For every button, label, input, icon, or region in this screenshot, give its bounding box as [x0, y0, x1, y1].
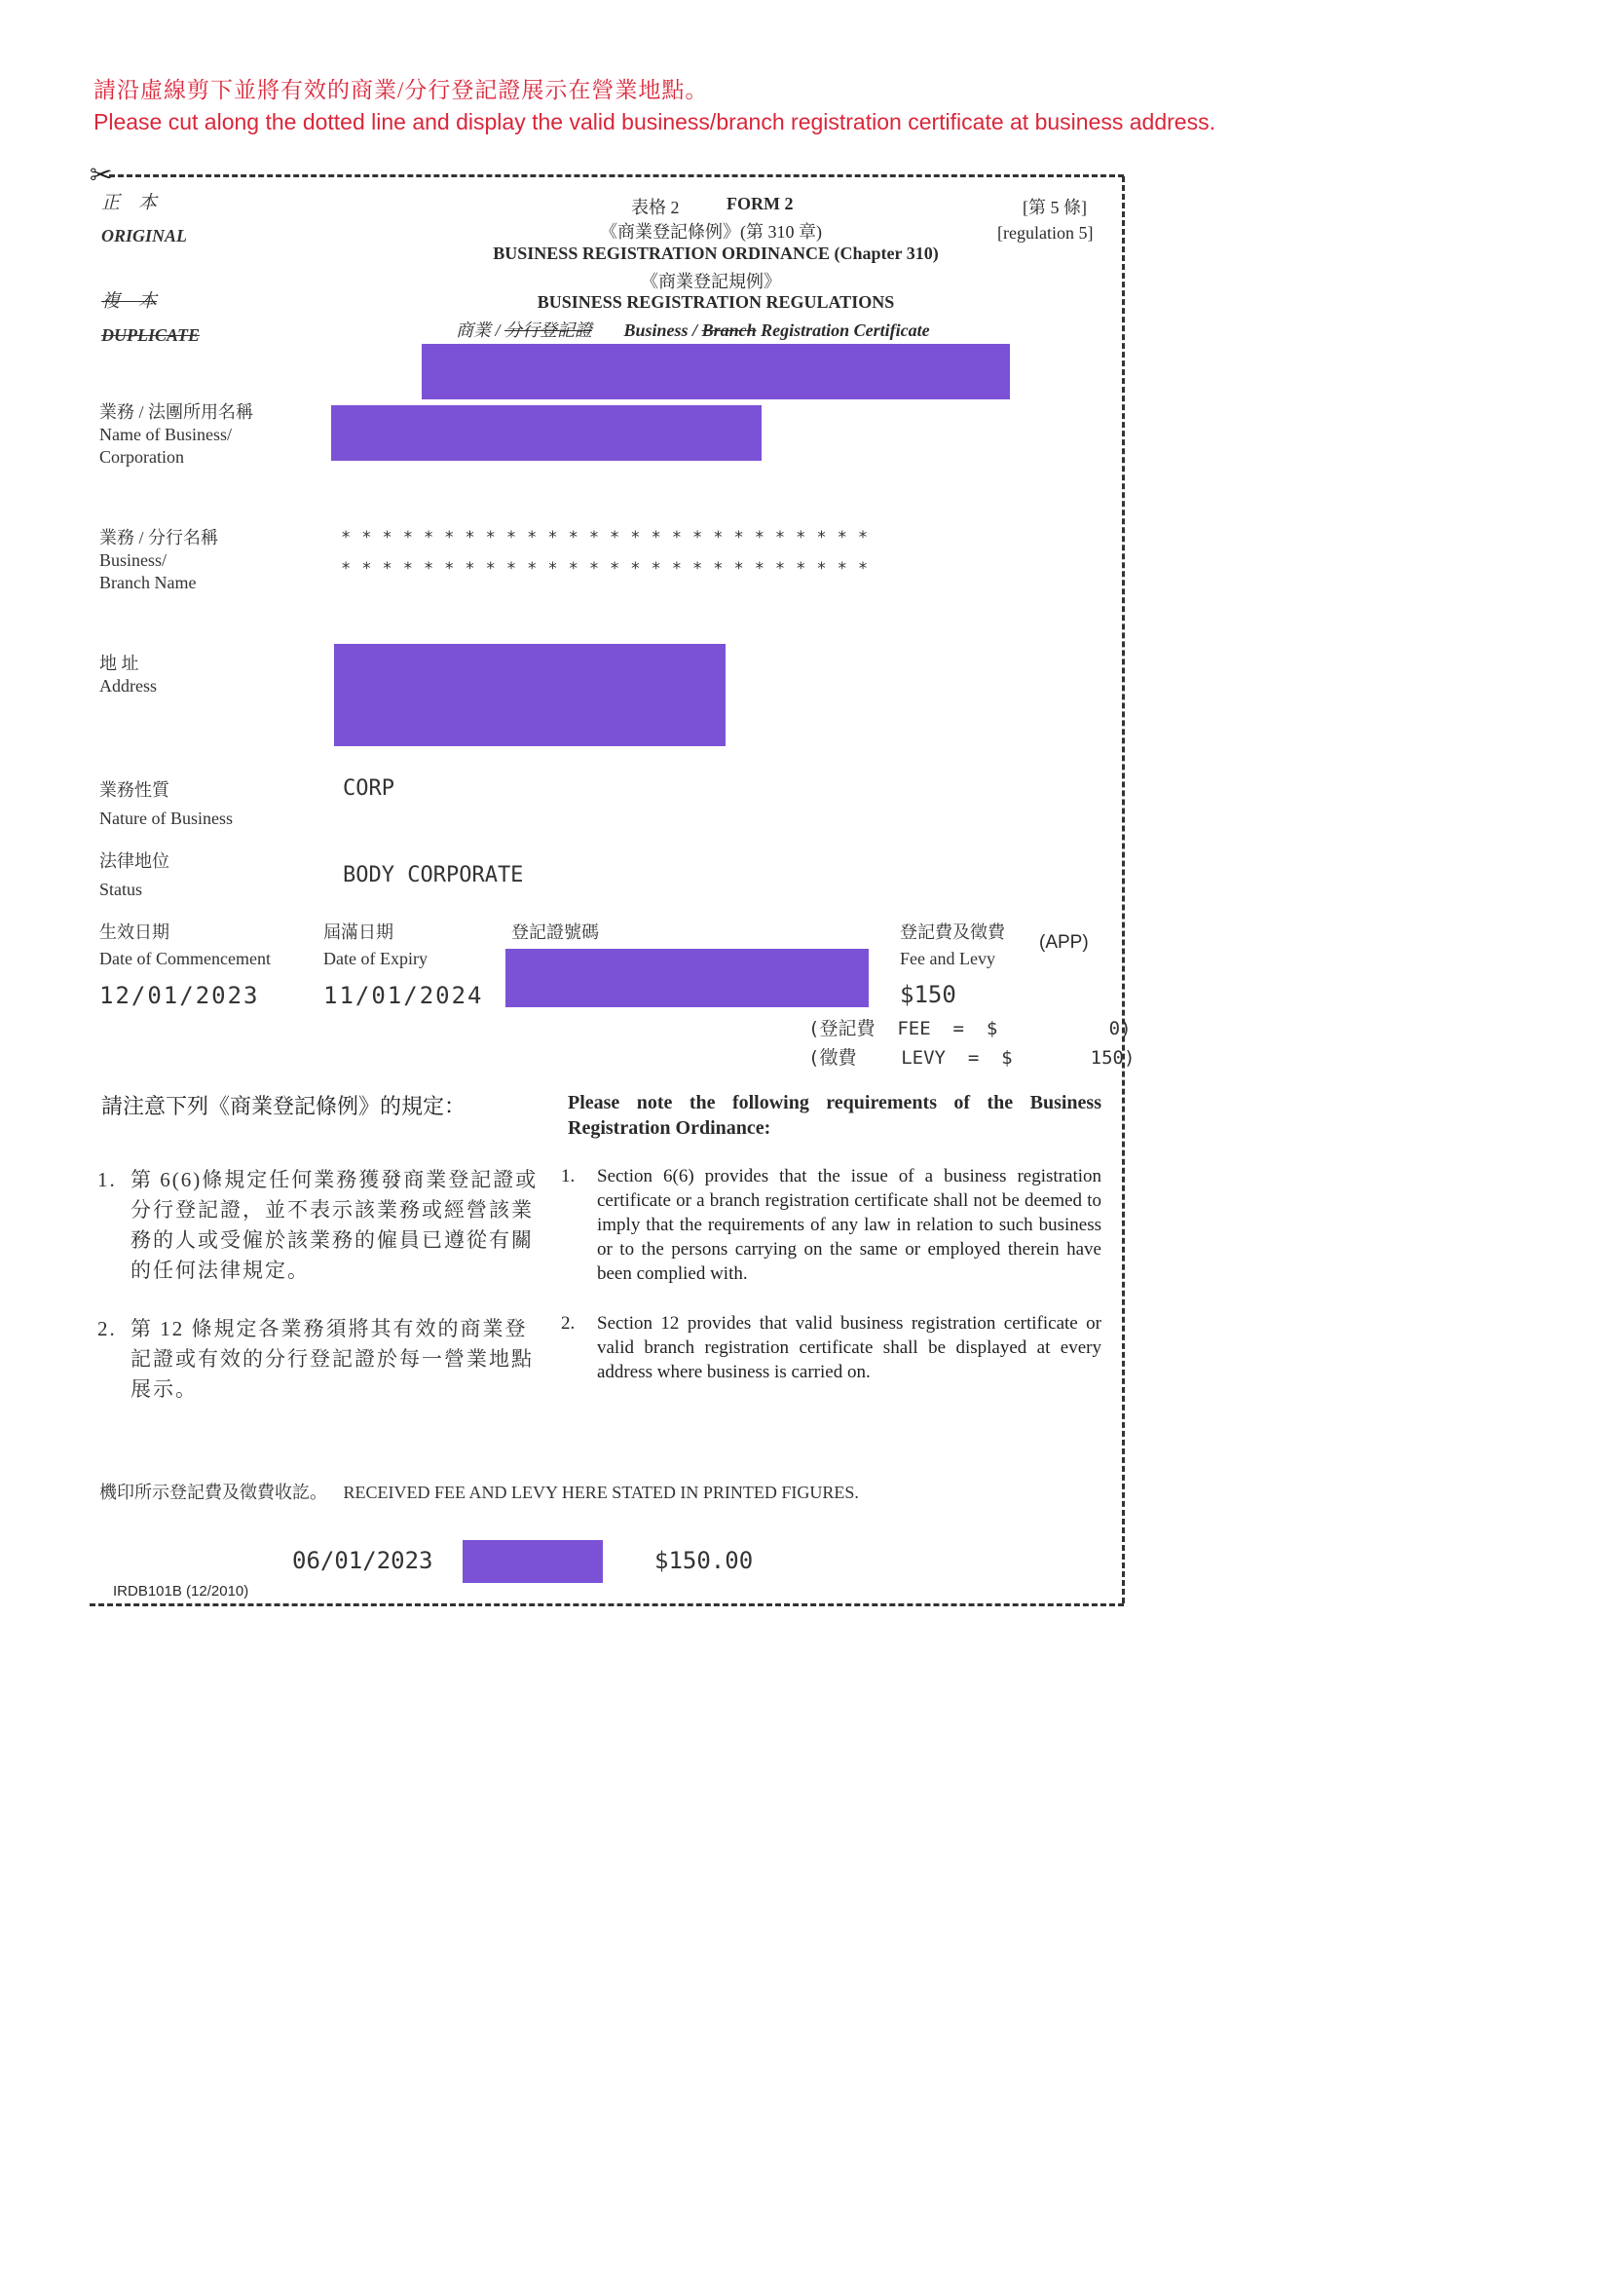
fee-label-zh: 登記費及徵費 [900, 922, 1005, 942]
receipt-statement-zh: 機印所示登記費及徵費收訖。 [99, 1483, 327, 1502]
address-label [99, 653, 157, 697]
receipt-date: 06/01/2023 [292, 1547, 433, 1574]
duplicate-label-en: DUPLICATE [101, 325, 201, 345]
nature-label [99, 779, 233, 830]
cut-line-top [109, 174, 1124, 177]
receipt-statement-en: RECEIVED FEE AND LEVY HERE STATED IN PRINTED FIGURES. [343, 1483, 859, 1502]
cut-line-bottom [90, 1603, 1124, 1606]
section-ref-en: [regulation 5] [997, 223, 1094, 243]
commencement-label-zh: 生效日期 [99, 922, 169, 942]
app-tag: (APP) [1039, 932, 1089, 953]
requirements-heading-en: Please note the following requirements of the Business Registration Ordinance: [568, 1092, 1101, 1139]
branch-name-label [99, 527, 218, 594]
levy-breakdown: (徵費 LEVY = $ 150) [808, 1047, 1136, 1069]
status-label-en: Status [99, 880, 143, 899]
business-name-label-zh: 業務 / 法團所用名稱 [99, 402, 254, 422]
cert-en-branch: Branch [701, 320, 757, 340]
ordinance-title-en: BUSINESS REGISTRATION ORDINANCE (Chapter 310) [493, 244, 939, 263]
nature-label-zh: 業務性質 [99, 780, 169, 800]
fee-label-en: Fee and Levy [900, 949, 995, 968]
fee-breakdown: (登記費 FEE = $ 0) [808, 1018, 1132, 1039]
scissors-icon: ✂ [90, 159, 113, 191]
item2-text-en: Section 12 provides that valid business registration certificate or valid branch registration certificate shall be displayed at every address where business is carried on. [597, 1313, 1101, 1382]
cert-zh-branch: 分行登記證 [504, 320, 593, 340]
ordinance-title-zh: 《商業登記條例》(第 310 章) [600, 222, 822, 242]
cert-en-rest: Registration Certificate [761, 320, 930, 340]
item1-text-zh: 第 6(6)條規定任何業務獲發商業登記證或分行登記證，並不表示該業務或經營該業務的人或受僱於該業務的僱員已遵從有關的任何法律規定。 [130, 1168, 539, 1282]
requirements-heading-zh: 請注意下列《商業登記條例》的規定： [101, 1094, 466, 1118]
business-name-label-en2: Corporation [99, 447, 184, 467]
redacted-certificate-number [505, 949, 869, 1007]
form-code: IRDB101B (12/2010) [113, 1583, 249, 1600]
item1-number-zh: 1. [97, 1168, 117, 1191]
form-number-en: FORM 2 [727, 194, 794, 213]
item2-text-zh: 第 12 條規定各業務須將其有效的商業登記證或有效的分行登記證於每一營業地點展示。 [130, 1317, 534, 1401]
commencement-label [99, 922, 271, 970]
address-label-zh: 地 址 [99, 654, 139, 673]
item2-number-zh: 2. [97, 1317, 117, 1340]
commencement-label-en: Date of Commencement [99, 949, 271, 968]
status-value: BODY CORPORATE [343, 863, 524, 887]
cert-zh-business: 商業 [456, 320, 491, 340]
branch-name-value-line1: ************************** [341, 528, 879, 547]
address-label-en: Address [99, 676, 157, 696]
cut-notice-zh: 請沿虛線剪下並將有效的商業/分行登記證展示在營業地點。 [93, 78, 709, 102]
branch-name-label-zh: 業務 / 分行名稱 [99, 528, 219, 547]
commencement-value: 12/01/2023 [99, 982, 260, 1009]
fee-value: $150 [900, 981, 956, 1008]
section-ref-zh: [第 5 條] [1023, 198, 1087, 217]
branch-name-value-line2: ************************** [341, 559, 879, 579]
item2-number-en: 2. [561, 1313, 576, 1334]
cert-zh-sep: / [495, 320, 501, 340]
regulations-title-zh: 《商業登記規例》 [641, 272, 781, 291]
business-name-label-en1: Name of Business/ [99, 425, 232, 444]
business-name-label [99, 401, 253, 469]
redacted-business-name [331, 405, 762, 461]
redacted-receipt-number [463, 1540, 603, 1583]
expiry-label-en: Date of Expiry [323, 949, 428, 968]
status-label-zh: 法律地位 [99, 851, 169, 871]
cert-en-business: Business / [623, 320, 698, 340]
expiry-label [323, 922, 428, 970]
expiry-value: 11/01/2024 [323, 982, 484, 1009]
duplicate-label-zh: 複 本 [101, 291, 158, 312]
receipt-statement [99, 1482, 859, 1504]
item1-number-en: 1. [561, 1166, 576, 1186]
branch-name-label-en1: Business/ [99, 550, 168, 570]
original-label-zh: 正 本 [101, 193, 158, 213]
receipt-amount: $150.00 [654, 1547, 754, 1574]
certificate-number-label-zh: 登記證號碼 [511, 922, 599, 942]
certificate-type-line [456, 317, 930, 342]
nature-value: CORP [343, 776, 394, 801]
original-label-en: ORIGINAL [101, 226, 188, 245]
redacted-header-block [422, 344, 1010, 399]
fee-label [900, 922, 1005, 970]
nature-label-en: Nature of Business [99, 809, 233, 828]
item1-text-en: Section 6(6) provides that the issue of a business registration certificate or a branch registration certificate shall not be deemed to imply that the requirements of any law in relation to such business or to the persons carrying on the same or employed therein have been complied with. [597, 1166, 1101, 1284]
cut-line-right [1122, 176, 1125, 1603]
cut-notice-en: Please cut along the dotted line and display the valid business/branch registration certificate at business address. [93, 109, 1215, 134]
branch-name-label-en2: Branch Name [99, 573, 197, 592]
form-number-zh: 表格 2 [631, 198, 680, 217]
status-label [99, 850, 169, 901]
redacted-address [334, 644, 726, 746]
regulations-title-en: BUSINESS REGISTRATION REGULATIONS [537, 292, 895, 312]
expiry-label-zh: 屆滿日期 [323, 922, 393, 942]
